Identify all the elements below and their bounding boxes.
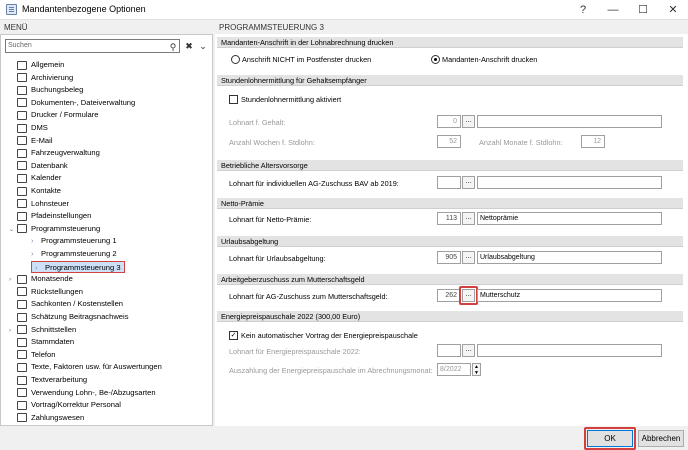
mutter-name-field[interactable]: Mutterschutz [477, 289, 662, 302]
menu-item-label: Sachkonten / Kostenstellen [31, 299, 124, 309]
lohnart-gehalt-lookup-button[interactable]: ... [462, 115, 475, 128]
menu-item-label: Programmsteuerung 1 [41, 236, 117, 246]
netto-lookup-button[interactable]: ... [462, 212, 475, 225]
menu-item-label: Schätzung Beitragsnachweis [31, 312, 129, 321]
menu-item-label: Kalender [31, 173, 62, 183]
urlaub-name-field[interactable]: Urlaubsabgeltung [477, 251, 662, 264]
expand-icon[interactable]: › [9, 277, 11, 284]
expand-icon[interactable]: › [9, 327, 11, 334]
stundenlohn-checkbox-label: Stundenlohnermittlung aktiviert [241, 95, 342, 104]
section-header-urlaub: Urlaubsabgeltung [217, 236, 683, 247]
urlaub-field[interactable]: 905 [437, 251, 461, 264]
dms-icon [17, 124, 27, 133]
urlaub-label: Lohnart für Urlaubsabgeltung: [229, 254, 326, 263]
netto-field[interactable]: 113 [437, 212, 461, 225]
menu-item-22[interactable] [9, 324, 76, 337]
wordproc-icon [17, 376, 27, 385]
energie-monat-label: Auszahlung der Energiepreispauschale im Abrechnungsmonat: [229, 366, 433, 375]
energie-lohnart-label: Lohnart für Energiepreispauschale 2022: [229, 347, 361, 356]
menu-item-label: Telefon [31, 349, 56, 359]
car-icon [17, 149, 27, 158]
document-icon [17, 86, 27, 95]
window-title: Mandantenbezogene Optionen [22, 4, 146, 14]
menu-item-3[interactable] [9, 84, 83, 97]
menu-item-13[interactable] [9, 210, 91, 223]
menu-item-1[interactable] [9, 59, 64, 72]
mutter-lookup-button[interactable]: ... [462, 289, 475, 302]
menu-item-label: Kontakte [31, 186, 61, 195]
ok-button[interactable]: OK [587, 430, 633, 447]
wochen-label: Anzahl Wochen f. Stdlohn: [229, 138, 315, 147]
section-header-stunden: Stundenlohnermittlung für Gehaltsempfänger [217, 75, 683, 86]
stundenlohn-checkbox[interactable] [229, 95, 238, 104]
menu-item-label: Textverarbeitung [31, 375, 88, 384]
menu-item-2[interactable] [9, 72, 73, 85]
search-input[interactable]: Suchen [5, 39, 180, 53]
accounts-icon [17, 300, 27, 309]
bav-lookup-button[interactable]: ... [462, 176, 475, 189]
month-spinner-icon[interactable]: ▲ ▼ [472, 363, 481, 376]
path-icon [17, 212, 27, 221]
title-bar [0, 0, 688, 20]
lohnart-gehalt-name-field[interactable] [477, 115, 662, 128]
menu-item-23[interactable] [9, 336, 74, 349]
menu-item-20[interactable] [9, 298, 123, 311]
search-icon[interactable]: ⚲ [169, 42, 177, 52]
section-header-mutter: Arbeitgeberzuschuss zum Mutterschaftsgeld [217, 274, 683, 285]
highlight-mutter-lookup [459, 286, 478, 305]
app-icon [6, 4, 17, 15]
help-button[interactable]: ? [579, 4, 587, 16]
energie-lohnart-field[interactable] [437, 344, 461, 357]
estimate-icon [17, 313, 27, 322]
interface-icon [17, 325, 27, 334]
lohnart-gehalt-label: Lohnart f. Gehalt: [229, 118, 286, 127]
menu-item-17[interactable] [31, 261, 125, 274]
menu-item-label: Texte, Faktoren usw. für Auswertungen [31, 362, 162, 372]
section-header-bav: Betriebliche Altersvorsorge [217, 160, 683, 171]
menu-item-label: Verwendung Lohn-, Be-/Abzugsarten [31, 387, 156, 397]
lohnart-gehalt-field[interactable]: 0 [437, 115, 461, 128]
urlaub-lookup-button[interactable]: ... [462, 251, 475, 264]
menu-item-16[interactable] [31, 248, 117, 261]
radio-anschrift-nicht[interactable] [231, 55, 240, 64]
menu-item-label: Zahlungswesen [31, 412, 85, 422]
menu-header: MENÜ [0, 20, 213, 34]
expand-icon[interactable]: ⌄ [9, 226, 15, 233]
close-button[interactable]: ✕ [668, 4, 678, 16]
menu-item-15[interactable] [31, 235, 117, 248]
menu-item-26[interactable] [9, 374, 87, 387]
menu-item-8[interactable] [9, 147, 100, 160]
radio-anschrift-nicht-label: Anschrift NICHT im Postfenster drucken [242, 55, 372, 64]
mutter-field[interactable]: 262 [437, 289, 461, 302]
menu-item-label: Programmsteuerung [31, 223, 101, 233]
contacts-icon [17, 187, 27, 196]
menu-item-label: Allgemein [31, 60, 65, 69]
bav-name-field[interactable] [477, 176, 662, 189]
folder-icon [17, 98, 27, 107]
section-header-anschrift: Mandanten-Anschrift in der Lohnabrechnung drucken [217, 37, 683, 48]
menu-item-label: Datenbank [31, 160, 68, 170]
settings-icon [17, 61, 27, 70]
mutter-label: Lohnart für AG-Zuschuss zum Mutterschaftsgeld: [229, 292, 388, 301]
menu-item-label: Monatsende [31, 274, 73, 284]
netto-label: Lohnart für Netto-Prämie: [229, 215, 312, 224]
menu-item-label: Pfadeinstellungen [31, 211, 92, 221]
radio-mandanten-anschrift-label: Mandanten-Anschrift drucken [442, 55, 538, 64]
menu-item-label: E-Mail [31, 135, 53, 145]
text-icon [17, 363, 27, 372]
energie-name-field[interactable] [477, 344, 662, 357]
archive-icon [17, 73, 27, 82]
menu-item-4[interactable] [9, 97, 135, 110]
payment-icon [17, 413, 27, 422]
menu-item-14[interactable] [9, 223, 100, 236]
menu-item-label: Fahrzeugverwaltung [31, 148, 100, 158]
menu-item-25[interactable] [9, 361, 162, 374]
mail-icon [17, 136, 27, 145]
section-header-netto: Netto-Prämie [217, 198, 683, 209]
menu-item-label: Dokumenten-, Dateiverwaltung [31, 97, 136, 107]
minimize-button[interactable]: — [607, 4, 619, 16]
menu-item-21[interactable] [9, 311, 129, 324]
phone-icon [17, 350, 27, 359]
child-arrow-icon: › [31, 236, 34, 246]
menu-item-11[interactable] [9, 185, 61, 198]
highlight-ok [584, 427, 636, 450]
menu-item-label: Schnittstellen [31, 324, 77, 334]
provision-icon [17, 287, 27, 296]
menu-item-label: Rückstellungen [31, 286, 83, 296]
child-arrow-icon: › [35, 262, 38, 272]
menu-item-label: Archivierung [31, 72, 74, 82]
monate-field[interactable]: 12 [581, 135, 605, 148]
menu-item-label: Vortrag/Korrektur Personal [31, 400, 121, 410]
menu-item-label: Stammdaten [31, 337, 75, 347]
menu-item-12[interactable] [9, 198, 69, 211]
child-arrow-icon: › [31, 249, 34, 258]
energie-monat-field[interactable]: 8/2022 [437, 363, 471, 376]
printer-icon [17, 111, 27, 120]
menu-item-6[interactable] [9, 122, 48, 135]
usage-icon [17, 388, 27, 397]
menu-item-18[interactable] [9, 273, 73, 286]
energie-lookup-button[interactable]: ... [462, 344, 475, 357]
wochen-field[interactable]: 52 [437, 135, 461, 148]
menu-item-5[interactable] [9, 109, 99, 122]
section-header-energie: Energiepreispauschale 2022 (300,00 Euro) [217, 311, 683, 322]
menu-item-28[interactable] [9, 399, 121, 412]
bav-field[interactable] [437, 176, 461, 189]
page-title: PROGRAMMSTEUERUNG 3 [219, 23, 324, 32]
database-icon [17, 161, 27, 170]
menu-item-19[interactable] [9, 286, 83, 299]
menu-item-27[interactable] [9, 387, 156, 400]
menu-item-label: DMS [31, 123, 48, 132]
menu-item-29[interactable] [9, 412, 84, 425]
masterdata-icon [17, 338, 27, 347]
menu-item-label: Lohnsteuer [31, 198, 69, 208]
radio-mandanten-anschrift[interactable] [431, 55, 440, 64]
menu-item-label: Programmsteuerung 3 [45, 262, 121, 272]
bav-label: Lohnart für individuellen AG-Zuschuss BAV ab 2019: [229, 179, 399, 188]
maximize-button[interactable]: ☐ [638, 4, 648, 16]
netto-name-field[interactable]: Nettoprämie [477, 212, 662, 225]
program-icon [17, 224, 27, 233]
monate-label: Anzahl Monate f. Stdlohn: [479, 138, 563, 147]
energie-checkbox-label: Kein automatischer Vortrag der Energiepreispauschale [241, 331, 418, 340]
clear-search-icon[interactable]: ✖ [185, 41, 193, 51]
tax-icon [17, 199, 27, 208]
menu-item-7[interactable] [9, 135, 53, 148]
menu-item-label: Programmsteuerung 2 [41, 249, 117, 258]
options-panel [215, 34, 688, 426]
energie-checkbox[interactable]: ✓ [230, 332, 237, 339]
menu-item-9[interactable] [9, 160, 68, 173]
menu-panel [0, 34, 213, 426]
collapse-all-icon[interactable]: ⌄ [199, 41, 207, 51]
correction-icon [17, 401, 27, 410]
menu-item-label: Drucker / Formulare [31, 110, 99, 120]
calendar-icon [17, 174, 27, 183]
menu-item-label: Buchungsbeleg [31, 85, 84, 95]
month-icon [17, 275, 27, 284]
cancel-button[interactable]: Abbrechen [638, 430, 684, 447]
menu-item-10[interactable] [9, 172, 61, 185]
menu-item-24[interactable] [9, 349, 56, 362]
